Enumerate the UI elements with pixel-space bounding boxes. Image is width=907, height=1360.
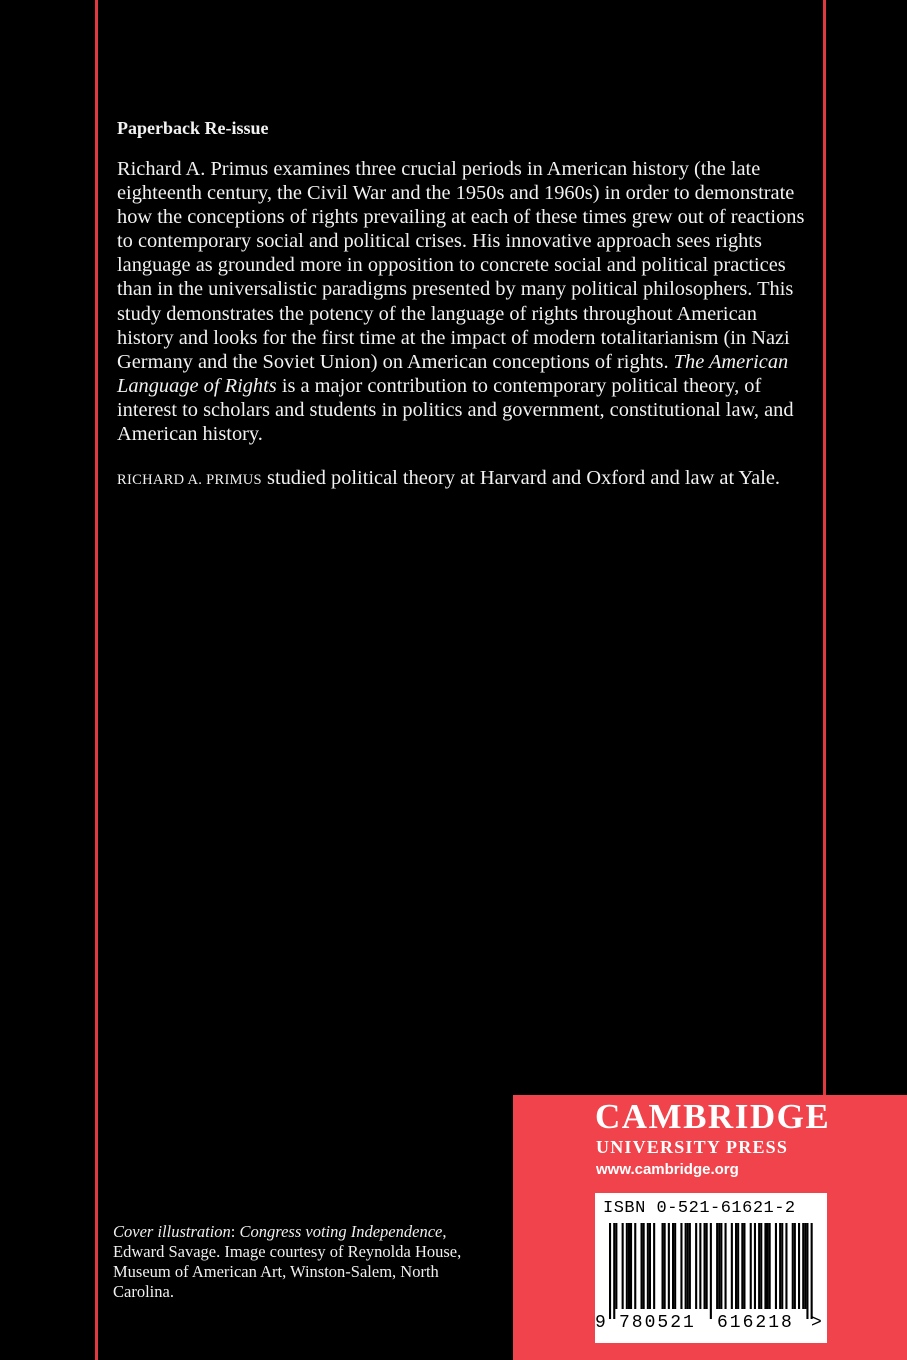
barcode-bar: [769, 1223, 771, 1309]
barcode-bar: [672, 1223, 674, 1309]
right-red-rule: [823, 0, 826, 1095]
left-red-rule: [95, 0, 98, 1360]
barcode-bar: [662, 1223, 664, 1309]
barcode-bar: [668, 1223, 670, 1309]
barcode-bar: [798, 1223, 800, 1309]
barcode-bar: [731, 1223, 733, 1309]
barcode-digits: [595, 1313, 827, 1339]
barcode-bar: [735, 1223, 737, 1309]
barcode-bar: [758, 1223, 760, 1309]
barcode-bar: [718, 1223, 720, 1309]
barcode-bar: [779, 1223, 781, 1309]
barcode-bar: [750, 1223, 752, 1309]
barcode-bar: [706, 1223, 708, 1309]
publisher-logo-name: CAMBRIDGE: [595, 1097, 831, 1136]
barcode-bar: [622, 1223, 624, 1309]
barcode-bar: [687, 1223, 689, 1309]
barcode-end-mark: >: [811, 1313, 822, 1333]
publisher-logo-subtitle: UNIVERSITY PRESS: [596, 1137, 789, 1157]
barcode-bar: [743, 1223, 745, 1309]
barcode-bar: [764, 1223, 766, 1309]
barcode-bar: [664, 1223, 666, 1309]
barcode-bar: [626, 1223, 628, 1309]
reissue-heading: Paperback Re-issue: [117, 118, 269, 138]
back-cover-text: [117, 118, 807, 492]
description-text-2: is a major contribution to contemporary political theory, of interest to scholars and students in politics and government, constitutional law, and American history.: [117, 374, 794, 446]
isbn-barcode: [595, 1193, 827, 1343]
barcode-bar: [680, 1223, 682, 1309]
barcode-bar: [689, 1223, 691, 1309]
barcode-bar: [806, 1223, 808, 1319]
credit-details: , Edward Savage. Image courtesy of Reynolda House, Museum of American Art, Winston-Salem, North Carolina.: [113, 1222, 462, 1301]
barcode-bar: [699, 1223, 701, 1309]
barcode-digits-right: 616218: [717, 1313, 794, 1333]
barcode-bar: [630, 1223, 632, 1309]
barcode-bar: [695, 1223, 697, 1309]
credit-separator: :: [230, 1222, 240, 1241]
credit-work-title: Congress voting Independence: [239, 1222, 443, 1241]
barcode-bar: [716, 1223, 718, 1309]
barcode-digit-first: 9: [595, 1313, 606, 1333]
author-bio: [117, 466, 807, 492]
description-text-1: Richard A. Primus examines three crucial periods in American history (the late eighteenth century, the Civil War and the 1950s and 1960s) in order to demonstrate how the conceptions of rights prevailing at each of these times grew out of reactions to contemporary social and political crises. His innovative approach sees rights language as grounded more in opposition to concrete social and political practices than in the universalistic paradigms presented by many political philosophers. This study demonstrates the potency of the language of rights throughout American history and looks for the first time at the impact of modern totalitarianism (in Nazi Germany and the Soviet Union) on American conceptions of rights.: [117, 158, 805, 373]
barcode-bar: [647, 1223, 649, 1309]
barcode-bar: [634, 1223, 636, 1309]
barcode-bar: [725, 1223, 727, 1309]
cover-illustration-credit: [113, 1222, 463, 1302]
barcode-bar: [609, 1223, 611, 1319]
isbn-number: ISBN 0-521-61621-2: [603, 1199, 796, 1218]
barcode-bar: [649, 1223, 651, 1309]
barcode-bar: [615, 1223, 617, 1309]
book-description: [117, 157, 807, 446]
author-bio-text: studied political theory at Harvard and Oxford and law at Yale.: [261, 467, 781, 490]
barcode-bar: [781, 1223, 783, 1309]
barcode-bar: [628, 1223, 630, 1309]
barcode-bar: [685, 1223, 687, 1309]
barcode-bar: [704, 1223, 706, 1309]
barcode-bar: [613, 1223, 615, 1319]
barcode-bar: [802, 1223, 804, 1309]
barcode-bar: [641, 1223, 643, 1309]
barcode-bar: [767, 1223, 769, 1309]
barcode-digits-left: 780521: [619, 1313, 696, 1333]
book-title: The American Language of Rights: [117, 350, 789, 397]
credit-label: Cover illustration: [113, 1222, 231, 1241]
barcode-bar: [643, 1223, 645, 1309]
barcode-bar: [785, 1223, 787, 1309]
barcode-bar: [792, 1223, 794, 1309]
barcode-bar: [737, 1223, 739, 1309]
barcode-bar: [653, 1223, 655, 1309]
publisher-box: [513, 1095, 907, 1360]
barcode-bar: [710, 1223, 712, 1319]
barcode-bar: [674, 1223, 676, 1309]
barcode-bar: [811, 1223, 813, 1319]
barcode-bar: [794, 1223, 796, 1309]
barcode-bar: [741, 1223, 743, 1309]
barcode-bar: [775, 1223, 777, 1309]
barcode-bar: [804, 1223, 806, 1309]
author-name: RICHARD A. PRIMUS: [117, 472, 262, 489]
publisher-url[interactable]: www.cambridge.org: [596, 1161, 739, 1178]
barcode-bar: [760, 1223, 762, 1309]
barcode-bar: [720, 1223, 722, 1309]
barcode-bar: [754, 1223, 756, 1309]
